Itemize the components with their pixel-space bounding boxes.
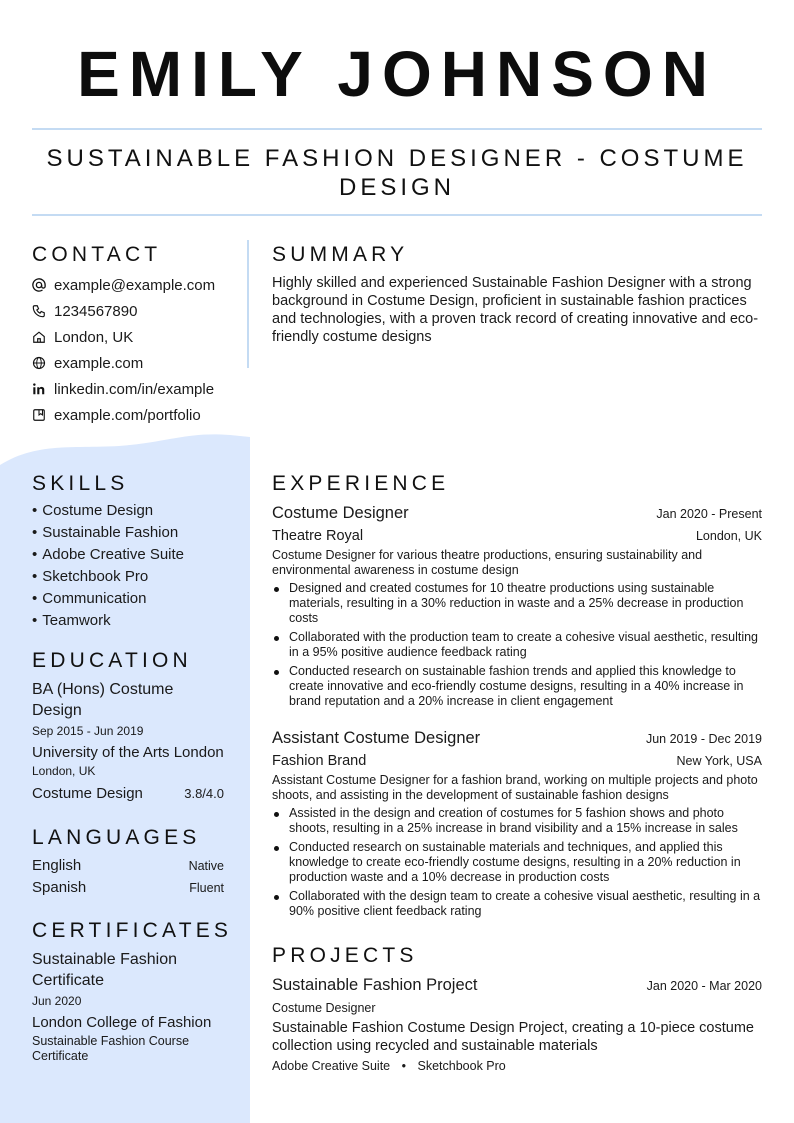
- job-bullet: Collaborated with the production team to create a cohesive visual aesthetic, resulting in a 95% positive audience feedback rating: [272, 630, 762, 660]
- contact-location: [32, 324, 242, 350]
- header-top-rule: [32, 128, 762, 130]
- job-bullet: Conducted research on sustainable materials and techniques, and applied this knowledge to create eco-friendly costume designs, resulting in a 20% reduction in production waste and a 10% decrease in production costs: [272, 840, 762, 885]
- certificate-date: Jun 2020: [32, 994, 82, 1008]
- education-school: University of the Arts London: [32, 744, 224, 761]
- certificates-heading: CERTIFICATES: [32, 919, 233, 942]
- skills-heading: SKILLS: [32, 472, 129, 495]
- skill-item: • Costume Design: [32, 500, 242, 522]
- experience-company-row: [272, 751, 762, 771]
- home-icon: [32, 330, 46, 344]
- summary-text: Highly skilled and experienced Sustainable Fashion Designer with a strong background in Costume Design, proficient in sustainable fashion practices and technologies, with a proven track record of creating innovative and eco-friendly costume designs: [272, 275, 759, 345]
- experience-heading: EXPERIENCE: [272, 472, 450, 495]
- contact-portfolio[interactable]: [32, 402, 242, 428]
- project-title-row: [272, 974, 762, 996]
- job-description: Costume Designer for various theatre productions, ensuring sustainability and environmental awareness in costume design: [272, 548, 703, 577]
- contact-email-text: example@example.com: [54, 276, 216, 294]
- job-bullets: [272, 806, 762, 919]
- contact-linkedin-text: linkedin.com/in/example: [54, 380, 215, 398]
- project-title: Sustainable Fashion Project: [272, 976, 478, 994]
- job-bullet: Collaborated with the design team to create a cohesive visual aesthetic, resulting in a 90% positive client feedback rating: [272, 889, 762, 919]
- language-item: [32, 877, 224, 899]
- skill-item: • Sketchbook Pro: [32, 566, 242, 588]
- project-tool: Sketchbook Pro: [417, 1059, 506, 1073]
- job-location: New York, USA: [676, 754, 762, 768]
- column-divider: [247, 240, 249, 368]
- job-company: Fashion Brand: [272, 753, 367, 769]
- linkedin-icon: [32, 382, 46, 396]
- job-dates: Jan 2020 - Present: [656, 507, 762, 521]
- education-gpa: 3.8/4.0: [184, 786, 224, 801]
- experience-title-row: [272, 727, 762, 749]
- education-location: London, UK: [32, 764, 96, 778]
- project-tool: Adobe Creative Suite: [272, 1059, 391, 1073]
- language-level: Fluent: [189, 881, 224, 895]
- project-description: Sustainable Fashion Costume Design Project, creating a 10-piece costume collection using recycled and sustainable materials: [272, 1020, 754, 1054]
- job-dates: Jun 2019 - Dec 2019: [645, 732, 762, 746]
- skill-item: • Adobe Creative Suite: [32, 544, 242, 566]
- project-tools: [272, 1057, 762, 1075]
- job-location: London, UK: [695, 529, 762, 543]
- skill-item: • Teamwork: [32, 610, 242, 632]
- certificate-entry: [32, 949, 224, 1064]
- education-field-row: [32, 783, 224, 804]
- languages-heading: LANGUAGES: [32, 826, 201, 849]
- contact-website[interactable]: [32, 350, 242, 376]
- certificate-name: Sustainable Fashion Certificate: [32, 951, 177, 989]
- education-heading: EDUCATION: [32, 649, 192, 672]
- tool-separator-dot: •: [401, 1059, 407, 1073]
- projects-heading: PROJECTS: [272, 944, 418, 967]
- job-bullet: Conducted research on sustainable fashion trends and applied this knowledge to create innovative and eco-friendly costume designs, resulting in a 40% increase in brand reputation and a 20% increase in client engagement: [272, 664, 762, 709]
- job-bullet: Designed and created costumes for 10 theatre productions using sustainable materials, resulting in a 30% reduction in waste and a 25% decrease in production costs: [272, 581, 762, 626]
- certificate-description: Sustainable Fashion Course Certificate: [32, 1034, 190, 1063]
- skill-item: • Communication: [32, 588, 242, 610]
- language-level: Native: [188, 859, 224, 873]
- summary-heading: SUMMARY: [272, 243, 409, 266]
- job-bullet: Assisted in the design and creation of costumes for 5 fashion shows and photo shoots, resulting in a 25% increase in brand visibility and a 15% increase in sales: [272, 806, 762, 836]
- education-dates: Sep 2015 - Jun 2019: [32, 724, 144, 738]
- skill-item: • Sustainable Fashion: [32, 522, 242, 544]
- skills-list: [32, 500, 242, 632]
- job-title: Costume Designer: [272, 504, 409, 522]
- phone-icon: [32, 304, 46, 318]
- experience-company-row: [272, 526, 762, 546]
- experience-entry: [272, 727, 762, 923]
- job-company: Theatre Royal: [272, 528, 364, 544]
- at-icon: [32, 278, 46, 292]
- job-title: Assistant Costume Designer: [272, 729, 481, 747]
- language-name: English: [32, 857, 82, 874]
- education-entry: [32, 679, 224, 804]
- language-name: Spanish: [32, 879, 87, 896]
- project-role: Costume Designer: [272, 1001, 376, 1015]
- job-description: Assistant Costume Designer for a fashion brand, working on multiple projects and photo shoots, and assisting in the development of sustainable fashion designs: [272, 773, 758, 802]
- experience-entry: [272, 502, 762, 713]
- portfolio-icon: [32, 408, 46, 422]
- candidate-name: EMILY JOHNSON: [77, 38, 717, 110]
- contact-heading: CONTACT: [32, 243, 162, 266]
- contact-portfolio-text: example.com/portfolio: [54, 406, 201, 424]
- contact-phone-text: 1234567890: [54, 302, 138, 320]
- contact-email[interactable]: [32, 272, 242, 298]
- contact-list: [32, 272, 242, 428]
- language-item: [32, 855, 224, 877]
- project-dates: Jan 2020 - Mar 2020: [646, 979, 762, 993]
- education-degree: BA (Hons) Costume Design: [32, 681, 174, 719]
- education-field: Costume Design: [32, 785, 143, 802]
- globe-icon: [32, 356, 46, 370]
- contact-phone[interactable]: [32, 298, 242, 324]
- contact-website-text: example.com: [54, 354, 144, 372]
- certificate-issuer: London College of Fashion: [32, 1014, 212, 1031]
- project-entry: [272, 974, 762, 1075]
- job-bullets: [272, 581, 762, 709]
- contact-linkedin[interactable]: [32, 376, 242, 402]
- contact-location-text: London, UK: [54, 328, 134, 346]
- languages-list: [32, 855, 224, 899]
- experience-title-row: [272, 502, 762, 524]
- header-bottom-rule: [32, 214, 762, 216]
- job-title: SUSTAINABLE FASHION DESIGNER - COSTUME DESIGN: [46, 145, 748, 201]
